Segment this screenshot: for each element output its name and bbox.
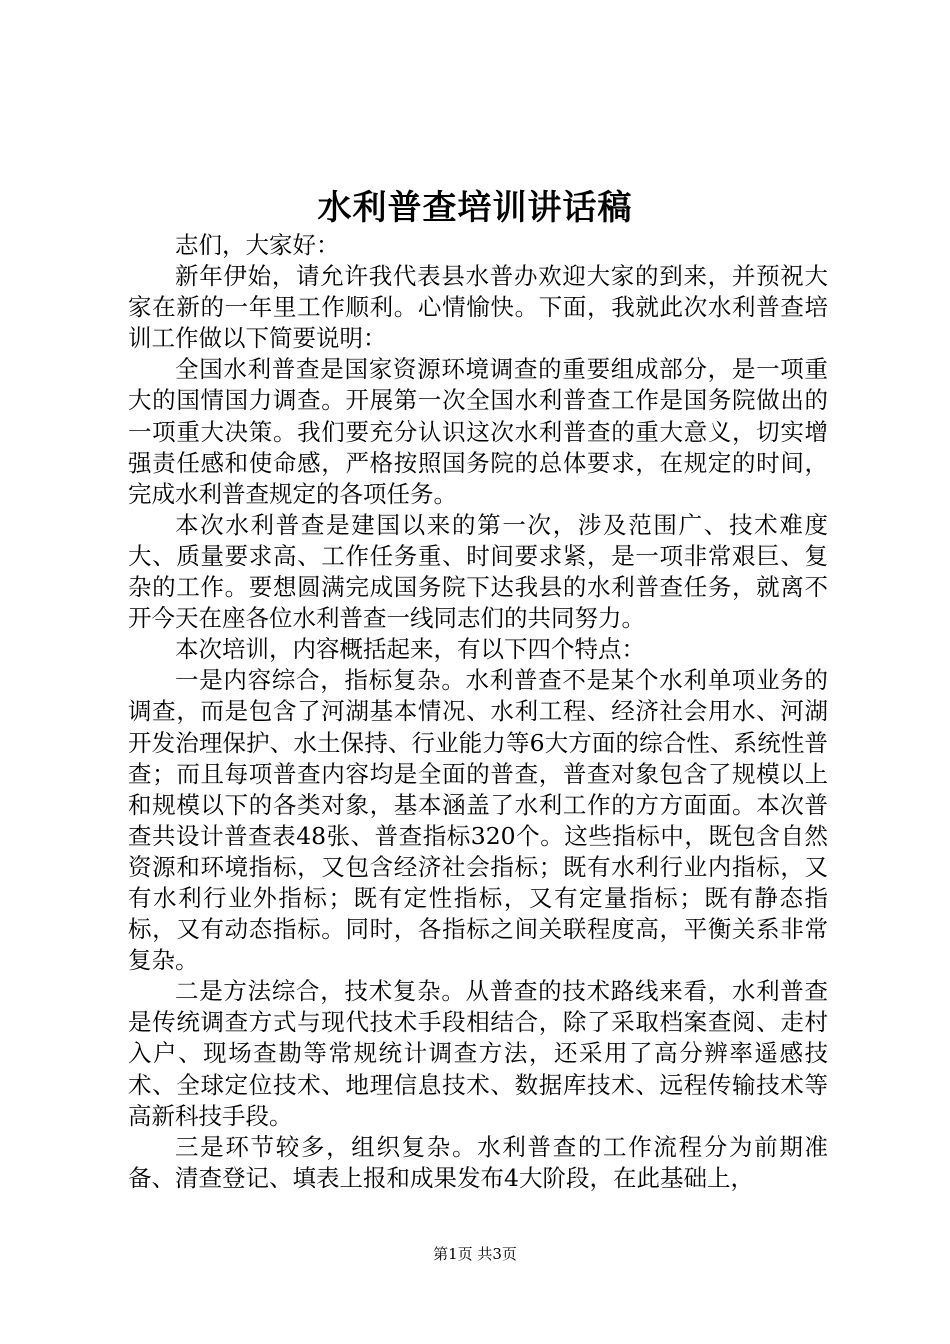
paragraph-greeting: 志们，大家好： xyxy=(175,231,340,259)
paragraph-feature-three: 三是环节较多，组织复杂。水利普查的工作流程分为前期准备、清查登记、填表上报和成果发布4大阶段，在此基础上， xyxy=(128,1132,828,1192)
page-number-footer: 第1页 共3页 xyxy=(433,1245,517,1263)
document-body xyxy=(128,230,828,1194)
paragraph-significance: 全国水利普查是国家资源环境调查的重要组成部分，是一项重大的国情国力调查。开展第一次全国水利普查工作是国务院做出的一项重大决策。我们要充分认识这次水利普查的重大意义，切实增强责任感和使命感，严格按照国务院的总体要求，在规定的时间，完成水利普查规定的各项任务。 xyxy=(128,355,828,508)
document-title: 水利普查培训讲话稿 xyxy=(317,188,633,228)
paragraph-feature-two: 二是方法综合，技术复杂。从普查的技术路线来看，水利普查是传统调查方式与现代技术手段相结合，除了采取档案查阅、走村入户、现场查勘等常规统计调查方法，还采用了高分辨率遥感技术、全球定位技术、地理信息技术、数据库技术、远程传输技术等高新科技手段。 xyxy=(128,977,828,1130)
paragraph-feature-one: 一是内容综合，指标复杂。水利普查不是某个水利单项业务的调查，而是包含了河湖基本情况、水利工程、经济社会用水、河湖开发治理保护、水土保持、行业能力等6大方面的综合性、系统性普查；而且每项普查内容均是全面的普查，普查对象包含了规模以上和规模以下的各类对象，基本涵盖了水利工作的方方面面。本次普查共设计普查表48张、普查指标320个。这些指标中，既包含自然资源和环境指标，又包含经济社会指标；既有水利行业内指标，又有水利行业外指标；既有定性指标，又有定量指标；既有静态指标，又有动态指标。同时，各指标之间关联程度高，平衡关系非常复杂。 xyxy=(128,666,828,975)
paragraph-features-intro: 本次培训，内容概括起来，有以下四个特点： xyxy=(175,635,645,664)
paragraph-opening: 新年伊始，请允许我代表县水普办欢迎大家的到来，并预祝大家在新的一年里工作顺利。心情愉快。下面，我就此次水利普查培训工作做以下简要说明： xyxy=(128,262,828,353)
paragraph-difficulty: 本次水利普查是建国以来的第一次，涉及范围广、技术难度大、质量要求高、工作任务重、时间要求紧，是一项非常艰巨、复杂的工作。要想圆满完成国务院下达我县的水利普查任务，就离不开今天在座各位水利普查一线同志们的共同努力。 xyxy=(128,510,828,633)
